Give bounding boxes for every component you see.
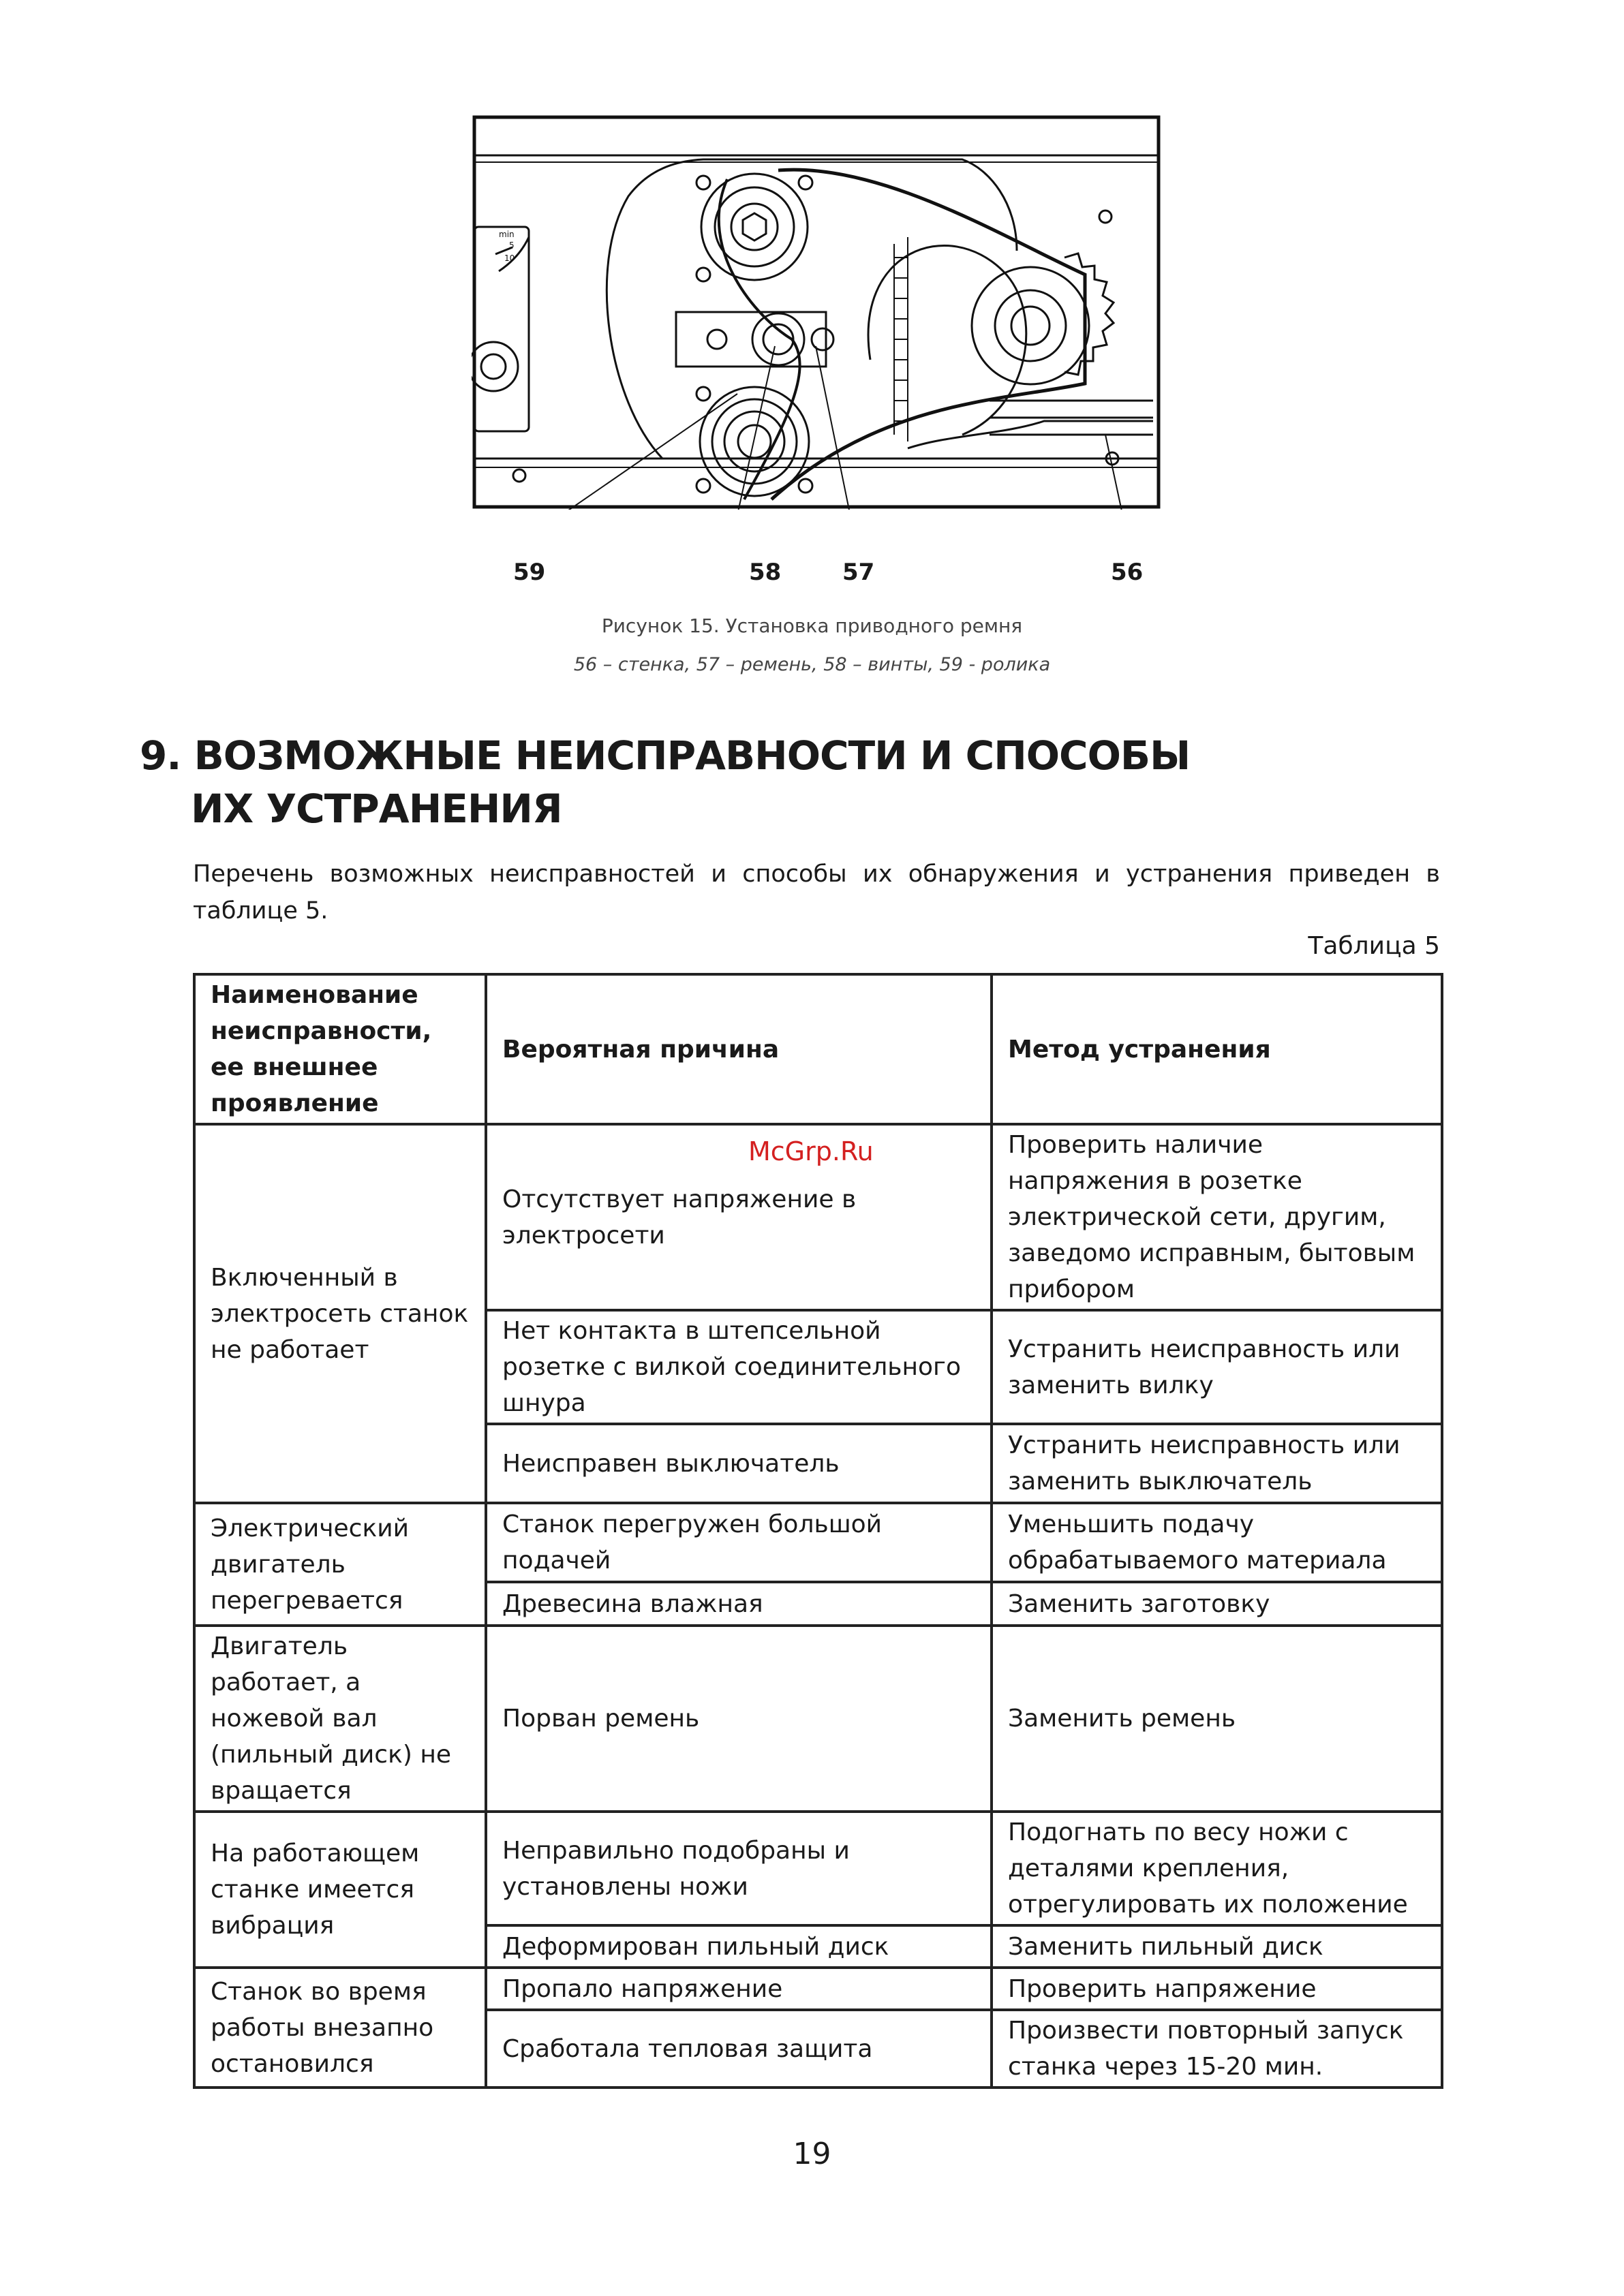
intro-paragraph: Перечень возможных неисправностей и способы их обнаружения и устранения приведен в таблице 5.: [193, 860, 1440, 925]
header-fault: Наименование неисправности, ее внешнее проявление: [194, 974, 486, 1124]
figure-legend: 56 – стенка, 57 – ремень, 58 – винты, 59 - ролика: [573, 654, 1051, 675]
fix-cell: Устранить неисправность или заменить выключатель: [992, 1424, 1442, 1503]
fix-cell: Заменить пильный диск: [992, 1925, 1442, 1968]
cause-cell: Нет контакта в штепсельной розетке с вилкой соединительного шнура: [486, 1310, 992, 1424]
fix-cell: Уменьшить подачу обрабатываемого материала: [992, 1503, 1442, 1582]
section-heading: [140, 729, 1190, 835]
cause-cell: Станок перегружен большой подачей: [486, 1503, 992, 1582]
fault-cell: Двигатель работает, а ножевой вал (пильный диск) не вращается: [194, 1626, 486, 1812]
section-title-line1: 9. ВОЗМОЖНЫЕ НЕИСПРАВНОСТИ И СПОСОБЫ: [140, 732, 1191, 779]
cause-cell: Отсутствует напряжение в электросети: [486, 1124, 992, 1310]
fault-cell: На работающем станке имеется вибрация: [194, 1812, 486, 1968]
table-row: [194, 1968, 1442, 2010]
fault-cell: Станок во время работы внезапно остановился: [194, 1968, 486, 2088]
callout-59: 59: [513, 559, 546, 586]
table-caption: Таблица 5: [1308, 932, 1440, 960]
cause-cell: Неисправен выключатель: [486, 1424, 992, 1503]
callout-58: 58: [749, 559, 782, 586]
fix-cell: Произвести повторный запуск станка через 15-20 мин.: [992, 2010, 1442, 2088]
fix-cell: Подогнать по весу ножи с деталями крепления, отрегулировать их положение: [992, 1812, 1442, 1925]
section-title-line2: ИХ УСТРАНЕНИЯ: [191, 786, 562, 832]
fix-cell: Проверить наличие напряжения в розетке электрической сети, другим, заведомо исправным, бытовым прибором: [992, 1124, 1442, 1310]
fix-cell: Устранить неисправность или заменить вилку: [992, 1310, 1442, 1424]
table-row: [194, 1626, 1442, 1812]
dial-label-10: 10: [504, 253, 515, 263]
figure-caption: Рисунок 15. Установка приводного ремня: [601, 615, 1023, 637]
dial-label-5: 5: [509, 241, 515, 250]
header-fix: Метод устранения: [992, 974, 1442, 1124]
dial-label-min: min: [499, 230, 515, 239]
cause-cell: Древесина влажная: [486, 1582, 992, 1626]
table-row: [194, 1812, 1442, 1925]
table-header-row: [194, 974, 1442, 1124]
table-row: [194, 1503, 1442, 1582]
fault-cell: Электрический двигатель перегревается: [194, 1503, 486, 1626]
cause-cell: Неправильно подобраны и установлены ножи: [486, 1812, 992, 1925]
header-cause: Вероятная причина: [486, 974, 992, 1124]
watermark: McGrp.Ru: [748, 1136, 874, 1166]
cause-cell: Порван ремень: [486, 1626, 992, 1812]
cause-cell: Сработала тепловая защита: [486, 2010, 992, 2088]
cause-cell: Пропало напряжение: [486, 1968, 992, 2010]
fix-cell: Заменить ремень: [992, 1626, 1442, 1812]
belt-installation-drawing: [472, 114, 1161, 510]
cause-cell: Деформирован пильный диск: [486, 1925, 992, 1968]
callout-56: 56: [1111, 559, 1144, 586]
fault-cell: Включенный в электросеть станок не работает: [194, 1124, 486, 1503]
fix-cell: Проверить напряжение: [992, 1968, 1442, 2010]
page-number: 19: [793, 2137, 831, 2171]
callout-57: 57: [842, 559, 875, 586]
fix-cell: Заменить заготовку: [992, 1582, 1442, 1626]
